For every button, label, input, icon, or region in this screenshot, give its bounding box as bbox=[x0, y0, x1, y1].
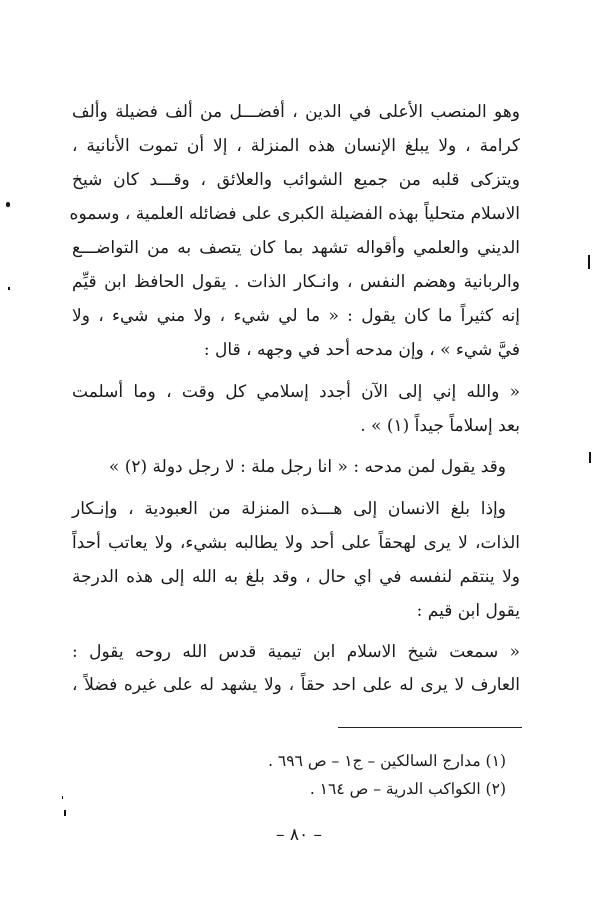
scan-speck bbox=[62, 796, 63, 799]
scan-speck bbox=[589, 452, 591, 463]
text-line: وهو المنصب الأعلى في الدين ، أفضـــل من ألف فضيلة وألف bbox=[72, 102, 520, 122]
text-line: ويتزكى قلبه من جميع الشوائب والعلائق ، وقـــد كان شيخ bbox=[72, 170, 520, 190]
text-line: الديني والعلمي وأقواله تشهد بما كان يتصف به من التواضـــع bbox=[72, 238, 520, 258]
scan-speck bbox=[8, 287, 10, 290]
scan-speck bbox=[588, 255, 590, 269]
quote-line: « والله إني إلى الآن أجدد إسلامي كل وقت ، وما أسلمت bbox=[72, 382, 520, 402]
page-number: – ٨٠ – bbox=[275, 825, 323, 845]
text-line: يقول ابن قيم : bbox=[416, 601, 520, 621]
text-line: وإذا بلغ الانسان إلى هـــذه المنزلة من العبودية ، وإنـكار bbox=[72, 499, 506, 519]
quote-line: بعد إسلاماً جيداً (١) » . bbox=[360, 416, 520, 436]
footnote: (٢) الكواكب الدرية – ص ١٦٤ . bbox=[309, 780, 506, 798]
text-line: والربانية وهضم النفس ، وانـكار الذات . يقول الحافظ ابن قيِّم bbox=[72, 272, 520, 292]
text-line: كرامة ، ولا يبلغ الإنسان هذه المنزلة ، إلا أن تموت الأنانية ، bbox=[72, 136, 520, 156]
footnote-separator bbox=[338, 727, 522, 728]
text-line: ولا ينتقم لنفسه في اي حال ، وقد بلغ به الله إلى هذه الدرجة bbox=[72, 567, 520, 587]
quote-line: « سمعت شيخ الاسلام ابن تيمية قدس الله روحه يقول : bbox=[72, 642, 520, 662]
scan-speck bbox=[6, 202, 10, 207]
text-line: وقد يقول لمن مدحه : « انا رجل ملة : لا رجل دولة (٢) » bbox=[108, 457, 506, 477]
quote-line: العارف لا يرى له على احد حقاً ، ولا يشهد له على غيره فضلاً ، bbox=[72, 675, 520, 695]
footnote: (١) مدارج السالكين – ج١ – ص ٦٩٦ . bbox=[268, 752, 506, 770]
text-line: الاسلام متحلياً بهذه الفضيلة الكبرى على فضائله العلمية ، وسموه bbox=[69, 204, 520, 224]
text-line: إنه كثيراً ما كان يقول : « ما لي شيء ، ولا مني شيء ، ولا bbox=[72, 306, 520, 326]
text-line: الذات، لا يرى لهحقاً على أحد ولا يطالبه بشيء، ولا يعاتب أحداً bbox=[72, 533, 520, 553]
scan-speck bbox=[64, 810, 66, 816]
text-line: فيَّ شيء » ، وإن مدحه أحد في وجهه ، قال : bbox=[203, 340, 520, 360]
